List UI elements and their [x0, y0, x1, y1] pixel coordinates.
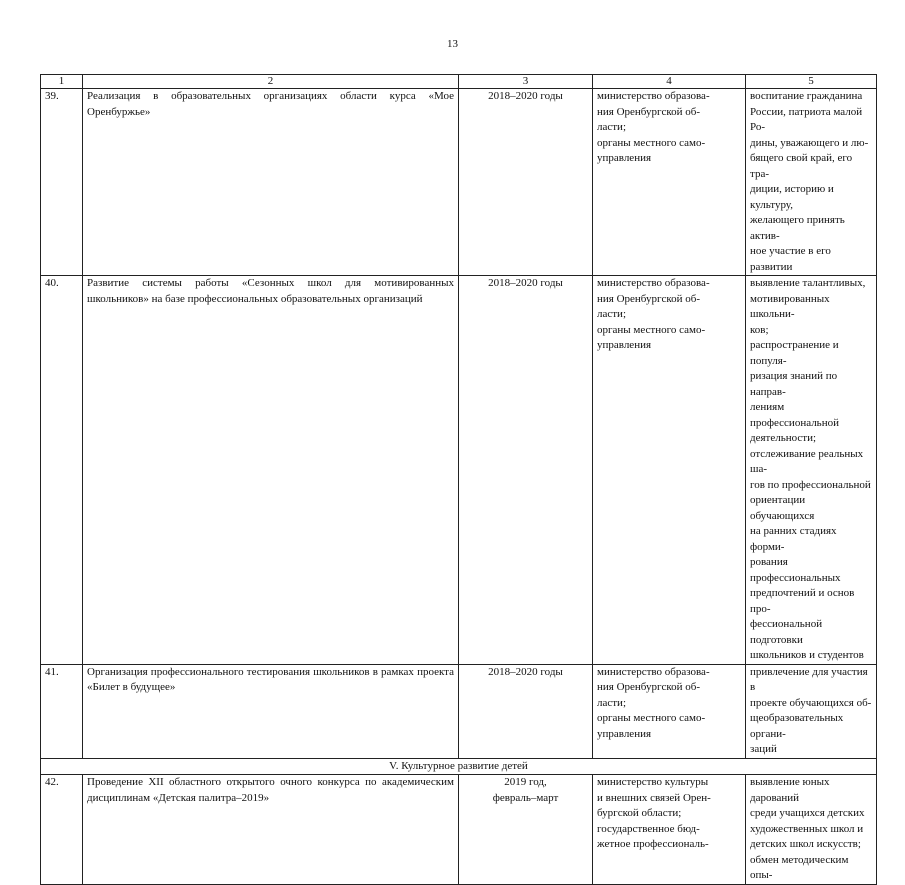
measures-table [40, 74, 877, 885]
row-number: 40. [41, 276, 83, 665]
measure-name: Развитие системы работы «Сезонных школ для мотивированных школьников» на базе профессиональных образовательных организаций [83, 276, 459, 665]
measure-responsible: министерство образова- ния Оренбургской об- ласти; органы местного само- управления [593, 276, 746, 665]
measure-name: Проведение XII областного открытого очного конкурса по академическим дисциплинам «Детская палитра–2019» [83, 775, 459, 885]
measure-responsible: министерство образова- ния Оренбургской об- ласти; органы местного само- управления [593, 664, 746, 758]
period-year: 2019 год, [504, 776, 547, 788]
measure-result: выявление юных дарований среди учащихся детских художественных школ и детских школ искусств; обмен методическим опы- [746, 775, 877, 885]
column-number-4: 4 [593, 75, 746, 89]
table-row [41, 276, 877, 665]
measure-responsible: министерство культуры и внешних связей Орен- бургской области; государственное бюд- жетное профессиональ- [593, 775, 746, 885]
column-number-2: 2 [83, 75, 459, 89]
measure-period: 2018–2020 годы [459, 276, 593, 665]
measure-responsible: министерство образова- ния Оренбургской об- ласти; органы местного само- управления [593, 89, 746, 276]
measure-period [459, 775, 593, 885]
table-row [41, 664, 877, 758]
measure-result: привлечение для участия в проекте обучающихся об- щеобразовательных органи- заций [746, 664, 877, 758]
measure-result: воспитание гражданина России, патриота малой Ро- дины, уважающего и лю- бящего свой край, его тра- диции, историю и культуру, желающего принять актив- ное участие в его развитии [746, 89, 877, 276]
measure-period: 2018–2020 годы [459, 664, 593, 758]
column-number-1: 1 [41, 75, 83, 89]
table-row [41, 775, 877, 885]
column-number-5: 5 [746, 75, 877, 89]
measure-result: выявление талантливых, мотивированных школьни- ков; распространение и популя- ризация знаний по направ- лениям профессиональной деятельности; отслеживание реальных ша- гов по профессиональной ориентации обучающихся на ранних стадиях форми- рования профессиональных предпочтений и основ про- фессиональной подготовки школьников и студентов [746, 276, 877, 665]
page-number: 13 [447, 38, 458, 50]
row-number: 39. [41, 89, 83, 276]
section-title: V. Культурное развитие детей [41, 758, 877, 775]
measure-period: 2018–2020 годы [459, 89, 593, 276]
table-row [41, 89, 877, 276]
section-row [41, 758, 877, 775]
column-number-row [41, 75, 877, 89]
measure-name: Организация профессионального тестирования школьников в рамках проекта «Билет в будущее» [83, 664, 459, 758]
row-number: 42. [41, 775, 83, 885]
measure-name: Реализация в образовательных организациях области курса «Мое Оренбуржье» [83, 89, 459, 276]
row-number: 41. [41, 664, 83, 758]
column-number-3: 3 [459, 75, 593, 89]
period-months: февраль–март [492, 791, 559, 804]
